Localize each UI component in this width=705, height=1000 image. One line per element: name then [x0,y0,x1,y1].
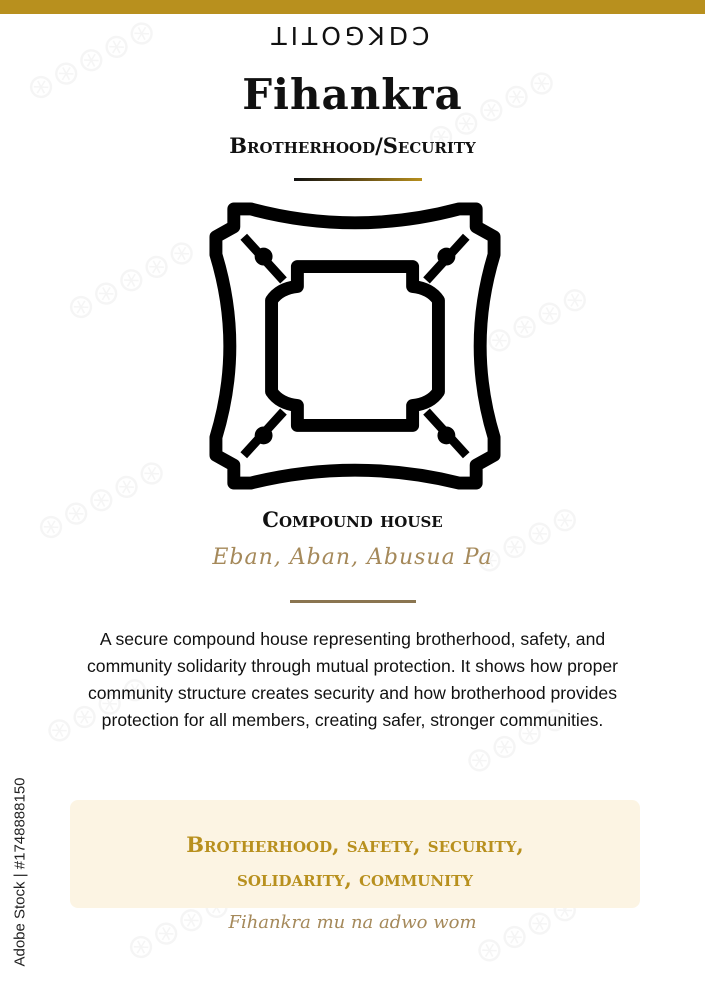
values-text [70,828,640,896]
page-title: Fihankra [242,70,463,119]
adinkra-script-text: ꓕꓲꓕꓳꓨꓘꓓꓛ [271,22,434,51]
fihankra-compound-house-icon [206,196,504,496]
title-divider [294,178,422,181]
values-line-2: solidarity, community [237,866,473,891]
values-panel [70,800,640,908]
symbol-meaning: Compound house [262,507,443,532]
values-line-1: Brotherhood, safety, security, [186,832,524,857]
symbol-alternate-names: Eban, Aban, Abusua Pa [212,545,493,570]
stock-credit [2,752,38,992]
top-accent-bar [0,0,705,14]
symbol-description: A secure compound house representing brotherhood, safety, and community solidarity through mutual protection. It shows how proper community structure creates security and how brotherhood provides protection for all members, creating safer, stronger communities. [87,629,618,730]
page-subtitle: Brotherhood/Security [229,133,476,158]
proverb-text: Fihankra mu na adwo wom [228,912,477,933]
stock-credit-text: Adobe Stock | #1748888150 [11,777,29,967]
meaning-divider [290,600,416,603]
